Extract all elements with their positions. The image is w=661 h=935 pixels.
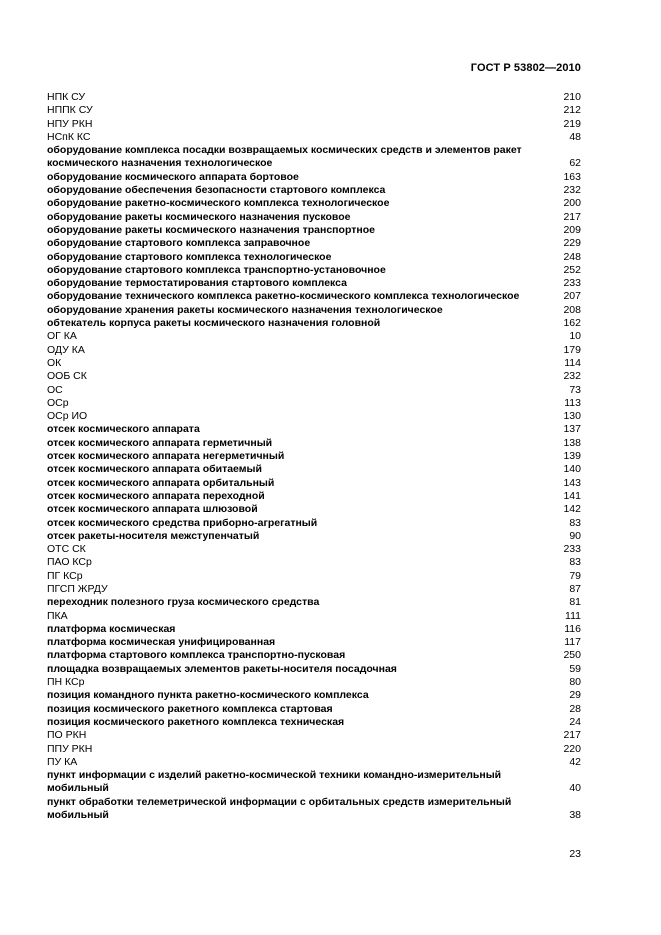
index-entry [47,317,581,330]
index-term: ПАО КСр [47,556,92,569]
index-term: ООБ СК [47,370,87,383]
index-page-ref: 79 [569,569,581,582]
index-page-ref: 29 [569,689,581,702]
index-term: НПУ РКН [47,117,93,130]
index-page-ref: 179 [563,343,581,356]
index-term: отсек космического аппарата [47,423,200,436]
index-page-ref: 207 [563,290,581,303]
index-entry [47,490,581,503]
index-entry [47,410,581,423]
index-term: ОСр [47,396,69,409]
index-page-ref: 111 [565,609,581,622]
index-page-ref: 90 [569,529,581,542]
document-header: ГОСТ Р 53802—2010 [470,62,581,74]
index-page-ref: 209 [563,223,581,236]
index-page-ref: 114 [564,356,581,369]
index-page-ref: 24 [569,715,581,728]
index-entry [47,570,581,583]
index-term: ПУ КА [47,755,78,768]
index-term: площадка возвращаемых элементов ракеты-носителя посадочная [47,662,397,675]
index-entry [47,596,581,609]
index-entry [47,357,581,370]
index-term: оборудование стартового комплекса технологическое [47,250,332,263]
index-term: оборудование технического комплекса ракетно-космического комплекса технологическое [47,290,520,303]
index-entry [47,769,581,796]
index-page-ref: 139 [563,450,581,463]
index-entry [47,237,581,250]
index-entry [47,184,581,197]
index-entry [47,397,581,410]
index-entry [47,716,581,729]
index-term: оборудование ракетно-космического комплекса технологическое [47,197,390,210]
index-term: оборудование комплекса посадки возвращаемых космических средств и элементов ракет космического назначения технологическое [47,144,522,170]
index-term: обтекатель корпуса ракеты космического назначения головной [47,317,381,330]
index-entry [47,251,581,264]
index-entry [47,277,581,290]
index-term: ПКА [47,609,68,622]
index-page-ref: 87 [569,582,581,595]
index-term: оборудование космического аппарата бортовое [47,170,299,183]
index-page-ref: 219 [563,117,581,130]
index-page-ref: 143 [563,476,581,489]
index-entry [47,197,581,210]
index-term: отсек космического аппарата обитаемый [47,463,262,476]
index-entry [47,610,581,623]
index-term: оборудование ракеты космического назначения пусковое [47,210,351,223]
index-term: ПГСП ЖРДУ [47,582,108,595]
index-page-ref: 83 [569,516,581,529]
index-entry [47,370,581,383]
index-term: позиция космического ракетного комплекса техническая [47,715,345,728]
index-term: ПГ КСр [47,569,83,582]
index-term: оборудование стартового комплекса транспортно-установочное [47,263,386,276]
index-entry [47,517,581,530]
index-term: позиция командного пункта ракетно-космического комплекса [47,689,369,702]
index-page-ref: 81 [569,596,581,609]
index-entry [47,91,581,104]
index-entry [47,689,581,702]
index-term: пункт обработки телеметрической информации с орбитальных средств измерительный мобильный [47,795,512,822]
index-term: ОДУ КА [47,343,85,356]
index-entry [47,384,581,397]
index-entry [47,437,581,450]
index-entry [47,543,581,556]
index-term: платформа стартового комплекса транспортно-пусковая [47,649,346,662]
index-entry [47,623,581,636]
index-entry [47,211,581,224]
index-entry [47,583,581,596]
index-entry [47,530,581,543]
index-term: отсек космического аппарата негерметичный [47,450,285,463]
index-term: платформа космическая унифицированная [47,636,276,649]
index-term: отсек космического аппарата переходной [47,489,265,502]
index-entry [47,556,581,569]
index-page-ref: 232 [563,184,581,197]
index-page-ref: 42 [569,755,581,768]
index-term: оборудование хранения ракеты космического назначения технологическое [47,303,443,316]
index-term: ОС [47,383,63,396]
index-page-ref: 28 [569,702,581,715]
index-page-ref: 137 [563,423,581,436]
index-term: отсек космического аппарата шлюзовой [47,503,258,516]
index-page-ref: 252 [563,263,581,276]
index-page-ref: 233 [563,277,581,290]
index-term: ПО РКН [47,729,87,742]
index-entry [47,264,581,277]
index-entry [47,796,581,823]
index-entry [47,171,581,184]
index-page-ref: 10 [569,330,581,343]
index-page-ref: 220 [563,742,581,755]
index-term: отсек космического аппарата герметичный [47,436,273,449]
index-page-ref: 162 [563,317,581,330]
index-term: оборудование ракеты космического назначения транспортное [47,223,375,236]
index-page-ref: 140 [563,463,581,476]
index-term: позиция космического ракетного комплекса стартовая [47,702,333,715]
index-term: платформа космическая [47,622,176,635]
index-entry [47,290,581,303]
index-page-ref: 40 [569,782,581,795]
index-term: ПН КСр [47,676,85,689]
index-entry [47,729,581,742]
index-page-ref: 217 [563,210,581,223]
index-page-ref: 48 [569,130,581,143]
index-page-ref: 117 [564,636,581,649]
index-entry [47,756,581,769]
index-page-ref: 248 [563,250,581,263]
index-entry [47,330,581,343]
index-page-ref: 141 [563,489,581,502]
index-page-ref: 232 [563,370,581,383]
index-page-ref: 59 [569,662,581,675]
index-term: переходник полезного груза космического средства [47,596,320,609]
index-entry [47,676,581,689]
index-term: НСпК КС [47,130,91,143]
index-page-ref: 212 [563,104,581,117]
index-entry [47,477,581,490]
index-page-ref: 130 [563,410,581,423]
index-page-ref: 200 [563,197,581,210]
index-term: ОК [47,356,62,369]
index-entry [47,144,581,171]
index-page-ref: 138 [563,436,581,449]
index-entry [47,344,581,357]
index-page-ref: 80 [569,676,581,689]
index-term: отсек космического средства приборно-агрегатный [47,516,318,529]
index-entry [47,304,581,317]
index-term: пункт информации с изделий ракетно-космической техники командно-измерительный мобильный [47,769,502,795]
index-term: оборудование стартового комплекса заправочное [47,237,311,250]
index-entry [47,224,581,237]
index-term: ОТС СК [47,543,86,556]
index-entry [47,131,581,144]
index-term: ППУ РКН [47,742,93,755]
index-term: НПК СУ [47,91,86,103]
index-page-ref: 142 [563,503,581,516]
index-term: оборудование обеспечения безопасности стартового комплекса [47,184,386,197]
index-page-ref: 38 [569,809,581,822]
index-page-ref: 116 [564,622,581,635]
index-entry [47,450,581,463]
index-page-ref: 73 [569,383,581,396]
index-page-ref: 233 [563,543,581,556]
index-entry [47,703,581,716]
index-term: ОСр ИО [47,410,88,423]
index-entry [47,118,581,131]
index-entry [47,423,581,436]
page-number: 23 [569,848,581,860]
index-page-ref: 113 [564,396,581,409]
index-page-ref: 83 [569,556,581,569]
index-page-ref: 163 [563,170,581,183]
index-page-ref: 229 [563,237,581,250]
index-term: отсек ракеты-носителя межступенчатый [47,529,260,542]
index-entry [47,104,581,117]
index-term: оборудование термостатирования стартового комплекса [47,277,347,290]
index-list [47,91,581,822]
index-page-ref: 208 [563,303,581,316]
index-term: НППК СУ [47,104,93,117]
index-page-ref: 62 [569,157,581,170]
index-page-ref: 210 [563,91,581,103]
index-entry [47,663,581,676]
index-page-ref: 250 [563,649,581,662]
index-entry [47,463,581,476]
index-page-ref: 217 [563,729,581,742]
index-entry [47,636,581,649]
index-term: отсек космического аппарата орбитальный [47,476,275,489]
index-term: ОГ КА [47,330,77,343]
index-entry [47,503,581,516]
index-entry [47,743,581,756]
index-entry [47,649,581,662]
